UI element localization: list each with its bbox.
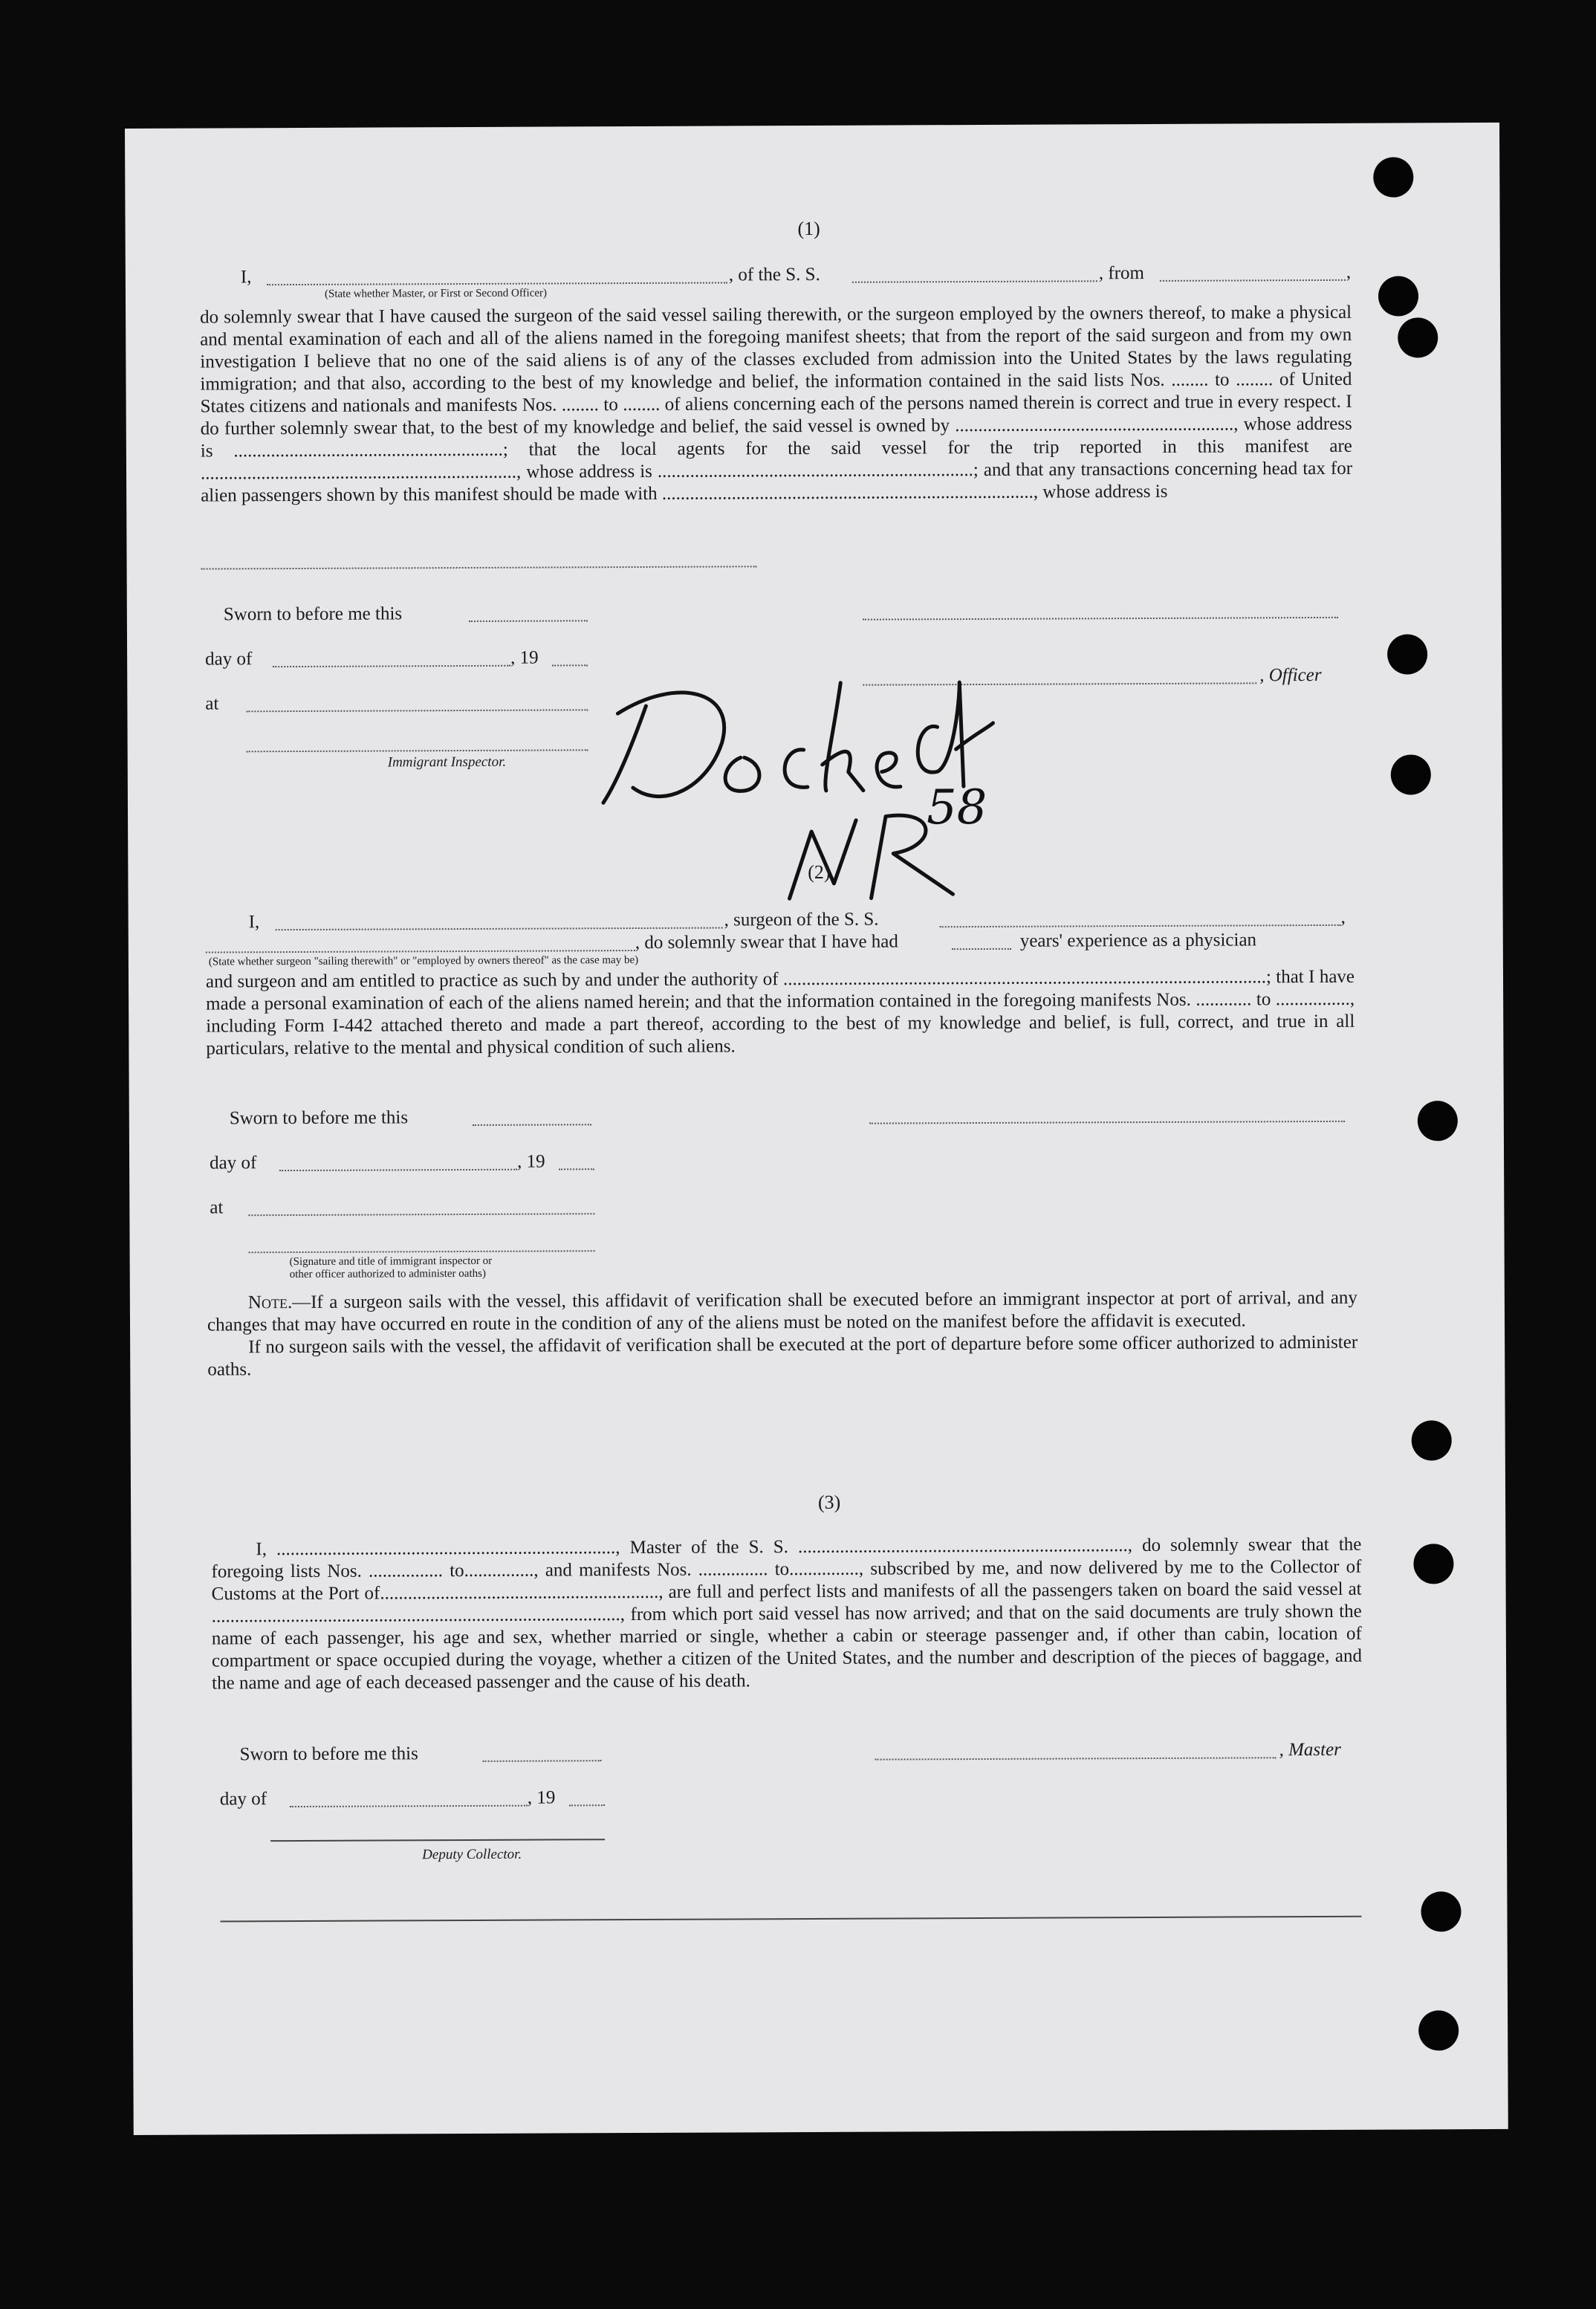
- handwritten-number: 58: [926, 780, 987, 836]
- section-1-from: , from: [1098, 263, 1145, 284]
- section-2-text: and surgeon and am entitled to practice as such by and under the authority of ........................................................................................................; that I have made a personal examination of each of the aliens named herein; and that the information contained in the foregoing manifests Nos. ............ to ................, including Form I-442 attached thereto and made a part thereof, according to the best of my knowledge and belief, is full, correct, and true in all particulars, relative to the mental and physical condition of such aliens.: [205, 966, 1355, 1059]
- section-2-year: , 19: [517, 1151, 545, 1172]
- deputy-collector-label: Deputy Collector.: [422, 1846, 522, 1863]
- punch-hole-4: [1387, 634, 1427, 674]
- section-1-at: at: [205, 693, 219, 714]
- section-1-year-field: [552, 664, 588, 666]
- section-1-paragraph: [200, 302, 1352, 508]
- section-2-paragraph: [206, 966, 1355, 1060]
- document-page: [125, 123, 1508, 2135]
- punch-hole-1: [1373, 157, 1413, 197]
- officer-label: , Officer: [1259, 664, 1322, 686]
- from-port-field: [1160, 279, 1346, 282]
- section-1-sworn: Sworn to before me this: [223, 603, 403, 625]
- section-2-day-field: [279, 1169, 517, 1171]
- section-2-signature-field: [869, 1121, 1345, 1124]
- section-2-inspector-signature-field: [249, 1250, 595, 1253]
- inspector-signature-field: [247, 749, 588, 752]
- agent-address-field: [201, 566, 757, 569]
- note-label: Note.: [247, 1292, 293, 1313]
- section-1-caption: (State whether Master, or First or Second Officer): [324, 287, 548, 300]
- section-2-sworn: Sworn to before me this: [229, 1107, 409, 1129]
- section-3-number: (3): [817, 1491, 841, 1513]
- section-3-sworn-date-field: [483, 1760, 602, 1762]
- section-2-day-of: day of: [210, 1153, 257, 1173]
- punch-hole-10: [1418, 2010, 1459, 2050]
- section-2-surgeon-of: , surgeon of the S. S.: [724, 909, 879, 930]
- punch-hole-7: [1412, 1420, 1452, 1460]
- section-1-comma: ,: [1346, 262, 1352, 282]
- section-3-day-of: day of: [219, 1789, 267, 1810]
- section-1-number: (1): [797, 217, 820, 240]
- section-1-at-field: [246, 709, 588, 712]
- section-1-i: I,: [240, 267, 252, 288]
- master-label: , Master: [1279, 1739, 1341, 1761]
- section-1-of-ss: , of the S. S.: [728, 264, 820, 285]
- section-2-i: I,: [248, 912, 260, 933]
- section-2-sig-caption-2: other officer authorized to administer oaths): [289, 1267, 486, 1281]
- note-paragraph: [207, 1287, 1358, 1382]
- punch-hole-9: [1421, 1891, 1461, 1931]
- section-2-years: years' experience as a physician: [1019, 930, 1257, 951]
- punch-hole-6: [1418, 1101, 1458, 1141]
- bottom-rule: [221, 1916, 1362, 1923]
- section-2-number: (2): [808, 861, 831, 883]
- section-3-paragraph: [211, 1534, 1362, 1695]
- section-3-year-field: [569, 1804, 605, 1806]
- section-2-at-field: [248, 1213, 594, 1216]
- ship-name-field: [852, 280, 1097, 282]
- surgeon-status-field: [206, 950, 635, 953]
- surgeon-name-field: [276, 927, 723, 930]
- section-1-sworn-date-field: [469, 620, 588, 622]
- note-text-2: If no surgeon sails with the vessel, the affidavit of verification shall be executed at the port of departure before some officer authorized to administer oaths.: [207, 1332, 1358, 1380]
- punch-hole-8: [1413, 1544, 1453, 1584]
- section-3-sworn: Sworn to before me this: [239, 1743, 418, 1765]
- section-1-text: do solemnly swear that I have caused the surgeon of the said vessel sailing therewith, or the surgeon employed by the owners thereof, to make a physical and mental examination of each and all of the aliens named in the foregoing manifest sheets; that from the report of the said surgeon and from my own investigation I believe that no one of the said aliens is of any of the classes excluded from admission into the United States by the laws regulating immigration; and that also, according to the best of my knowledge and belief, the information contained in the said lists Nos. ........ to ........ of United States citizens and nationals and manifests Nos. ........ to ........ of aliens concerning each of the persons named therein is correct and true in every respect. I do further solemnly swear that, to the best of my knowledge and belief, the said vessel is owned by ............................................................, whose address is ..........................................................; that the local agents for the said vessel for the trip reported in this manifest are ...................................................................., whose address is ....................................................................; and that any transactions concerning head tax for alien passengers shown by this manifest should be made with ................................................................................, whose address is: [200, 302, 1353, 506]
- years-experience-field: [952, 948, 1011, 950]
- punch-hole-2: [1378, 276, 1418, 316]
- master-signature-field: [875, 1757, 1277, 1760]
- section-1-signature-field: [863, 617, 1338, 621]
- punch-hole-3: [1398, 317, 1438, 357]
- section-1-year: , 19: [510, 647, 539, 668]
- section-1-day-field: [273, 665, 510, 667]
- note-text: —If a surgeon sails with the vessel, this affidavit of verification shall be executed before an immigrant inspector at port of arrival, and any changes that may have occurred en route in the condition of any of the aliens must be noted on the manifest before the affidavit is executed.: [207, 1287, 1357, 1335]
- section-2-comma: ,: [1340, 907, 1346, 927]
- section-3-day-field: [290, 1805, 528, 1807]
- master-name-field: [267, 282, 727, 285]
- section-2-sig-caption-1: (Signature and title of immigrant inspector or: [289, 1254, 493, 1269]
- section-3-year: , 19: [527, 1787, 556, 1808]
- deputy-signature-line: [270, 1839, 605, 1842]
- section-2-year-field: [559, 1168, 594, 1170]
- section-2-sworn-date-field: [473, 1124, 591, 1126]
- punch-hole-5: [1391, 754, 1431, 794]
- section-2-swear: , do solemnly swear that I have had: [635, 931, 898, 953]
- section-2-ship-field: [940, 924, 1341, 927]
- section-1-day-of: day of: [205, 649, 253, 670]
- section-2-caption: (State whether surgeon "sailing therewith" or "employed by owners thereof" as the case may be): [208, 953, 639, 968]
- section-2-at: at: [210, 1197, 224, 1218]
- inspector-label: Immigrant Inspector.: [387, 754, 507, 771]
- section-3-text: I, ........................................................................., Master of the S. S. ......................................................................., do solemnly swear that the foregoing lists Nos. ................ to..............., and manifests Nos. ............... to..............., subscribed by me, and now delivered by me to the Collector of Customs at the Port of............................................................, are full and perfect lists and manifests of all the passengers taken on board the said vessel at ........................................................................................, from which port said vessel has now arrived; and that on the said documents are truly shown the name of each passenger, his age and sex, whether married or single, whether a cabin or steerage passenger and, if other than cabin, location of compartment or space occupied during the voyage, whether a citizen of the United States, and the number and description of the pieces of baggage, and the name and age of each deceased passenger and the cause of his death.: [211, 1534, 1363, 1694]
